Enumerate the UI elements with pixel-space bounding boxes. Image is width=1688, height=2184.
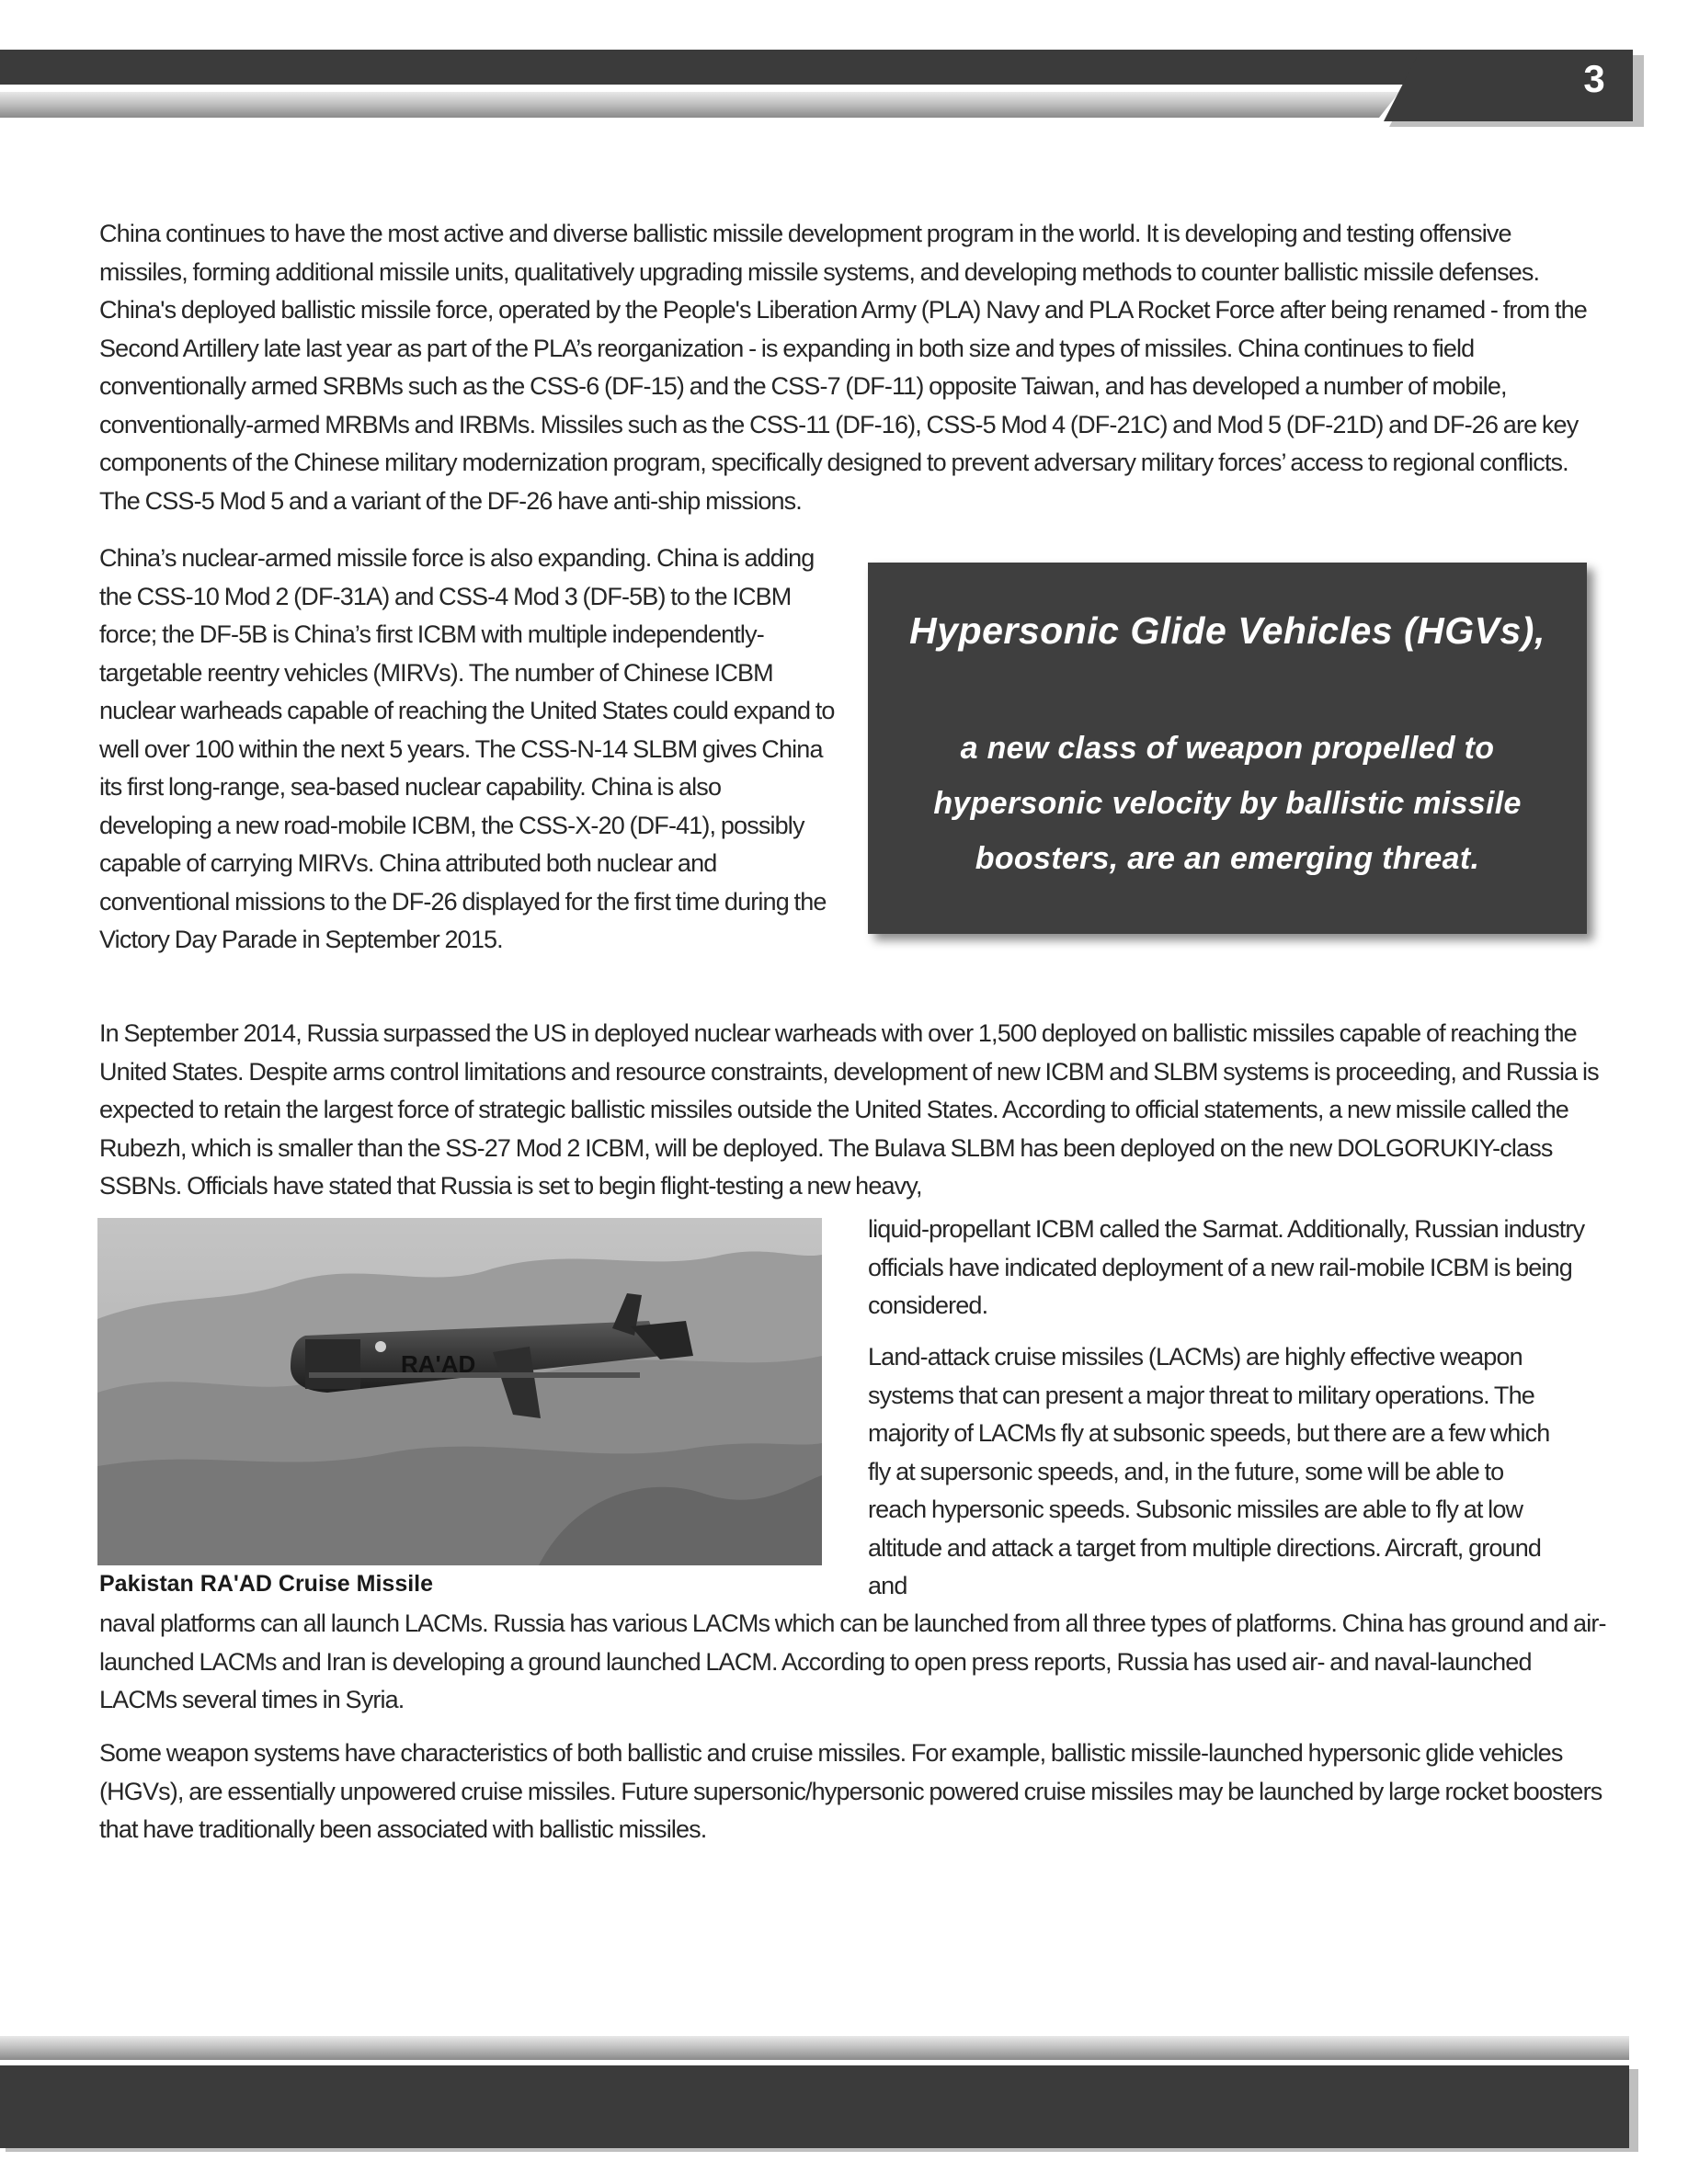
figure-caption: Pakistan RA'AD Cruise Missile (99, 1571, 434, 1597)
callout-body: a new class of weapon propelled to hypersonic velocity by ballistic missile boosters, are an emerging threat. (933, 731, 1522, 876)
paragraph-lacm-continued: naval platforms can all launch LACMs. Russia has various LACMs which can be launched from all three types of platforms. China has ground and air-launched LACMs and Iran is developing a ground launched LACM. According to open press reports, Russia has used air- and naval-launched LACMs several times in Syria. (99, 1610, 1606, 1713)
header-band (0, 37, 1688, 138)
paragraph-hybrid-systems: Some weapon systems have characteristics of both ballistic and cruise missiles. For example, ballistic missile-launched hypersonic glide vehicles (HGVs), are essentially unpowered cruise missiles. Future supersonic/hypersonic powered cruise missiles may be launched by large rocket boosters that have traditionally been associated with ballistic missiles. (99, 1739, 1602, 1843)
missile-marking: RA'AD (401, 1350, 476, 1378)
paragraph-china-ballistic: China continues to have the most active and diverse ballistic missile development program in the world. It is developing and testing offensive missiles, forming additional missile units, qualitatively upgrading missile systems, and developing methods to counter ballistic missile defenses. China's deployed ballistic missile force, operated by the People's Liberation Army (PLA) Navy and PLA Rocket Force after being renamed - from the Second Artillery late last year as part of the PLA’s reorganization - is expanding in both size and types of missiles. China continues to field conventionally armed SRBMs such as the CSS-6 (DF-15) and the CSS-7 (DF-11) opposite Taiwan, and has developed a number of mobile, conventionally-armed MRBMs and IRBMs. Missiles such as the CSS-11 (DF-16), CSS-5 Mod 4 (DF-21C) and Mod 5 (DF-21D) and DF-26 are key components of the Chinese military modernization program, specifically designed to prevent adversary military forces’ access to regional conflicts. The CSS-5 Mod 5 and a variant of the DF-26 have anti-ship missions. (99, 220, 1587, 515)
paragraph-china-nuclear: China’s nuclear-armed missile force is also expanding. China is adding the CSS-10 Mod 2 (DF-31A) and CSS-4 Mod 3 (DF-5B) to the ICBM force; the DF-5B is China’s first ICBM with multiple independently-targetable reentry vehicles (MIRVs). The number of Chinese ICBM nuclear warheads capable of reaching the United States could expand to well over 100 within the next 5 years. The CSS-N-14 SLBM gives China its first long-range, sea-based nuclear capability. China is also developing a new road-mobile ICBM, the CSS-X-20 (DF-41), possibly capable of carrying MIRVs. China attributed both nuclear and conventional missions to the DF-26 displayed for the first time during the Victory Day Parade in September 2015. (99, 544, 835, 953)
cruise-missile-photo (97, 1218, 822, 1565)
paragraph-russia-continued: liquid-propellant ICBM called the Sarmat. Additionally, Russian industry officials have indicated deployment of a new rail-mobile ICBM is being considered. (868, 1215, 1585, 1319)
footer-band (0, 2036, 1688, 2184)
paragraph-russia: In September 2014, Russia surpassed the US in deployed nuclear warheads with over 1,500 deployed on ballistic missiles capable of reaching the United States. Despite arms control limitations and resource constraints, development of new ICBM and SLBM systems is proceeding, and Russia is expected to retain the largest force of strategic ballistic missiles outside the United States. According to official statements, a new missile called the Rubezh, which is smaller than the SS-27 Mod 2 ICBM, will be deployed. The Bulava SLBM has been deployed on the new DOLGORUKIY-class SSBNs. Officials have stated that Russia is set to begin flight-testing a new heavy, (99, 1019, 1599, 1200)
paragraph-lacm-intro: Land-attack cruise missiles (LACMs) are highly effective weapon systems that can present a major threat to military operations. The majority of LACMs fly at subsonic speeds, but there are a few which fly at supersonic speeds, and, in the future, some will be able to reach hypersonic speeds. Subsonic missiles are able to fly at low altitude and attack a target from multiple directions. Aircraft, ground and (868, 1343, 1550, 1599)
hgv-callout-box (868, 563, 1587, 934)
callout-title: Hypersonic Glide Vehicles (HGVs), (909, 609, 1545, 652)
page-number: 3 (1583, 57, 1605, 100)
